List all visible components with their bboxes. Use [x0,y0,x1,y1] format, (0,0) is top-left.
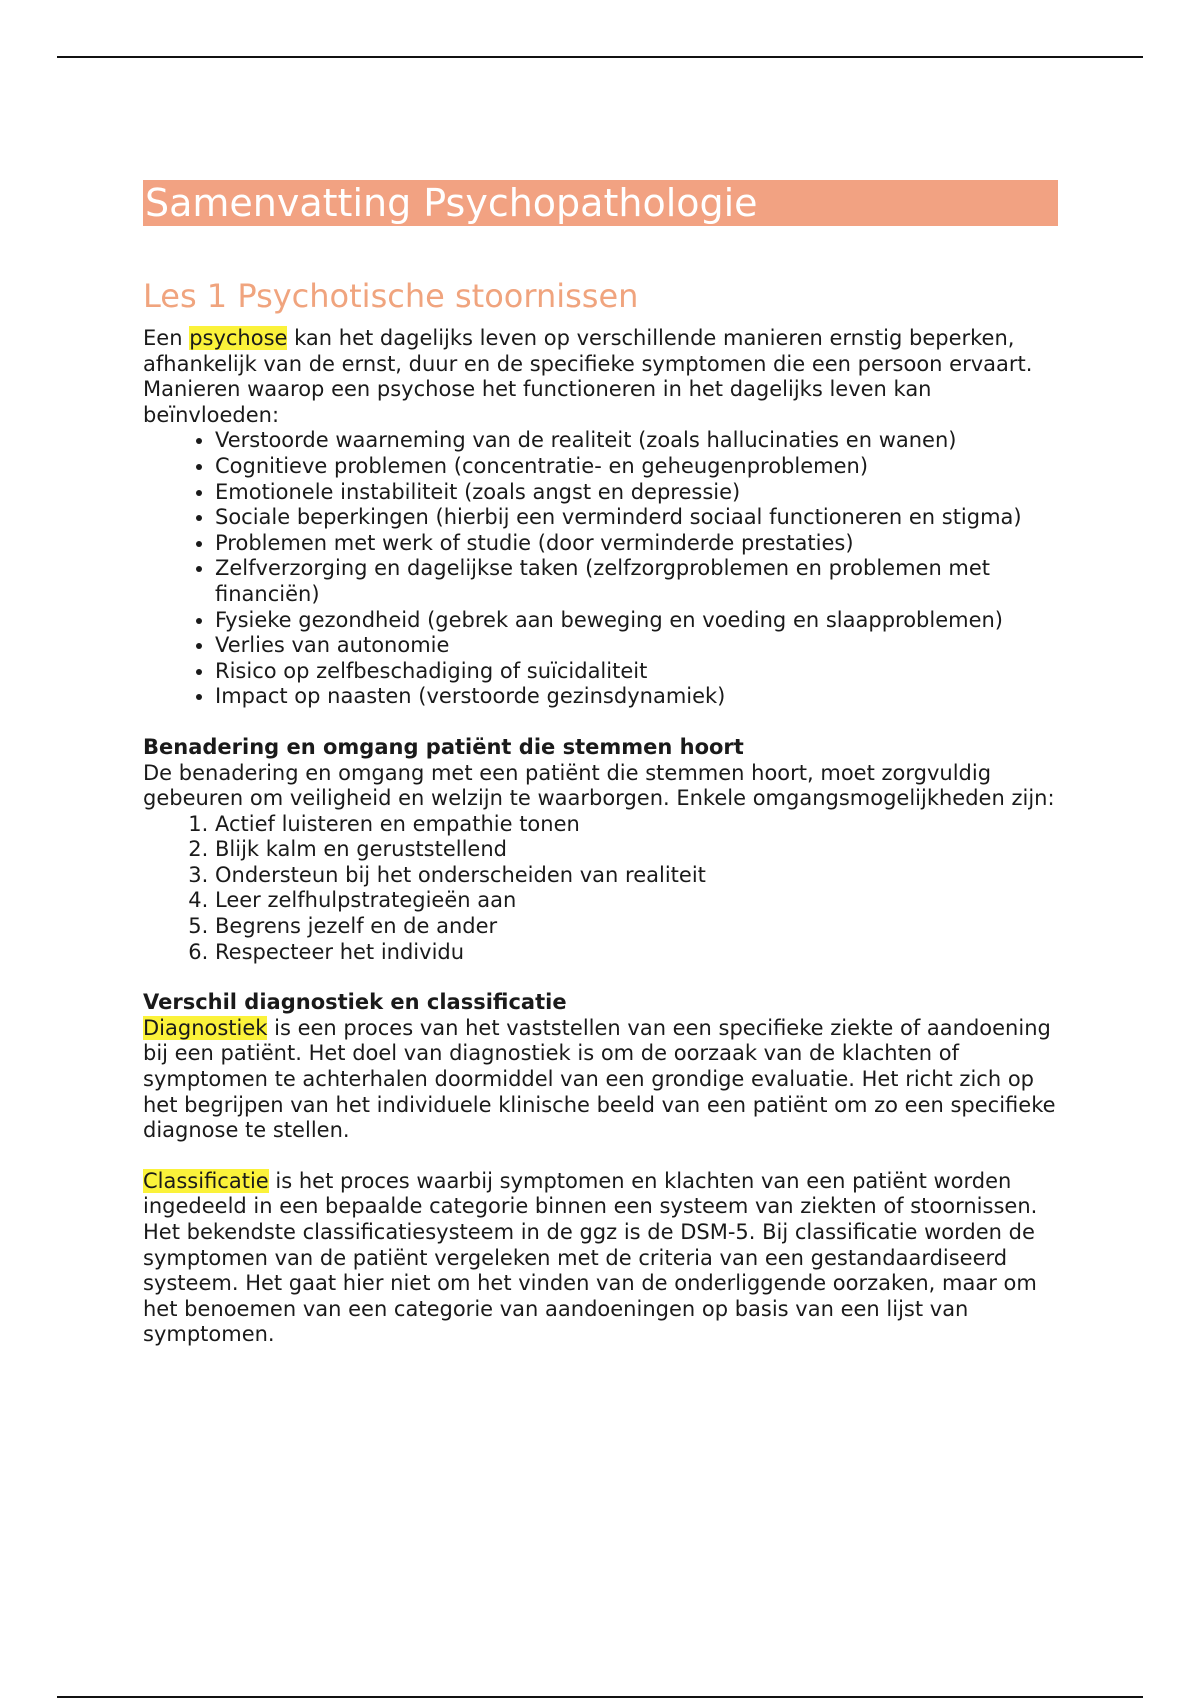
top-rule [57,56,1143,58]
lesson-heading: Les 1 Psychotische stoornissen [143,277,639,315]
highlight-psychose: psychose [189,326,288,350]
list-item: • Emotionele instabiliteit (zoals angst en depressie) [215,480,1058,506]
list-item: • Impact op naasten (verstoorde gezinsdynamiek) [215,684,1058,710]
section-heading-diagnostiek: Verschil diagnostiek en classificatie [143,990,567,1015]
diagnostiek-text: is een proces van het vaststellen van een specifieke ziekte of aandoening bij een patiënt. Het doel van diagnostiek is om de oorzaak van de klachten of symptomen te achterhalen doormiddel van een grondige evaluatie. Het richt zich op het begrijpen van het individuele klinische beeld van een patiënt om zo een specifieke diagnose te stellen. [143,1015,1056,1143]
list-item: 2. Blijk kalm en geruststellend [215,837,1058,863]
highlight-diagnostiek: Diagnostiek [143,1015,268,1040]
document-title: Samenvatting Psychopathologie [143,180,1058,226]
list-item: 4. Leer zelfhulpstrategieën aan [215,888,1058,914]
list-item: 3. Ondersteun bij het onderscheiden van realiteit [215,863,1058,889]
steps-list [143,812,1058,966]
intro-paragraph [143,326,1058,428]
list-item: • Problemen met werk of studie (door verminderde prestaties) [215,531,1058,557]
list-item: • Zelfverzorging en dagelijkse taken (zelfzorgproblemen en problemen met financiën) [215,556,1058,607]
list-item: 1. Actief luisteren en empathie tonen [215,812,1058,838]
impact-list [143,428,1058,710]
highlight-classificatie: Classificatie [143,1168,269,1193]
bottom-rule [57,1696,1143,1698]
list-item: • Verlies van autonomie [215,633,1058,659]
classificatie-text: is het proces waarbij symptomen en klachten van een patiënt worden ingedeeld in een bepaalde categorie binnen een systeem van ziekten of stoornissen. Het bekendste classificatiesysteem in de ggz is de DSM-5. Bij classificatie worden de symptomen van de patiënt vergeleken met de criteria van een gestandaardiseerd systeem. Het gaat hier niet om het vinden van de onderliggende oorzaken, maar om het benoemen van een categorie van aandoeningen op basis van een lijst van symptomen. [143,1168,1038,1347]
list-item: • Risico op zelfbeschadiging of suïcidaliteit [215,659,1058,685]
intro-text-post: kan het dagelijks leven op verschillende manieren ernstig beperken, afhankelijk van de ernst, duur en de specifieke symptomen die een persoon ervaart. Manieren waarop een psychose het functioneren in het dagelijks leven kan beïnvloeden: [143,326,1033,427]
intro-text-pre: Een [143,326,190,350]
list-item: • Verstoorde waarneming van de realiteit (zoals hallucinaties en wanen) [215,428,1058,454]
list-item: 5. Begrens jezelf en de ander [215,914,1058,940]
paragraph-diagnostiek [143,1016,1058,1144]
list-item: 6. Respecteer het individu [215,940,1058,966]
paragraph-classificatie [143,1169,1058,1348]
section-text-stemmen: De benadering en omgang met een patiënt die stemmen hoort, moet zorgvuldig gebeuren om veiligheid en welzijn te waarborgen. Enkele omgangsmogelijkheden zijn: [143,760,1055,811]
section-heading-stemmen: Benadering en omgang patiënt die stemmen hoort [143,734,744,759]
list-item: • Sociale beperkingen (hierbij een verminderd sociaal functioneren en stigma) [215,505,1058,531]
list-item: • Fysieke gezondheid (gebrek aan beweging en voeding en slaapproblemen) [215,608,1058,634]
list-item: • Cognitieve problemen (concentratie- en geheugenproblemen) [215,454,1058,480]
document-page [143,180,1058,1348]
